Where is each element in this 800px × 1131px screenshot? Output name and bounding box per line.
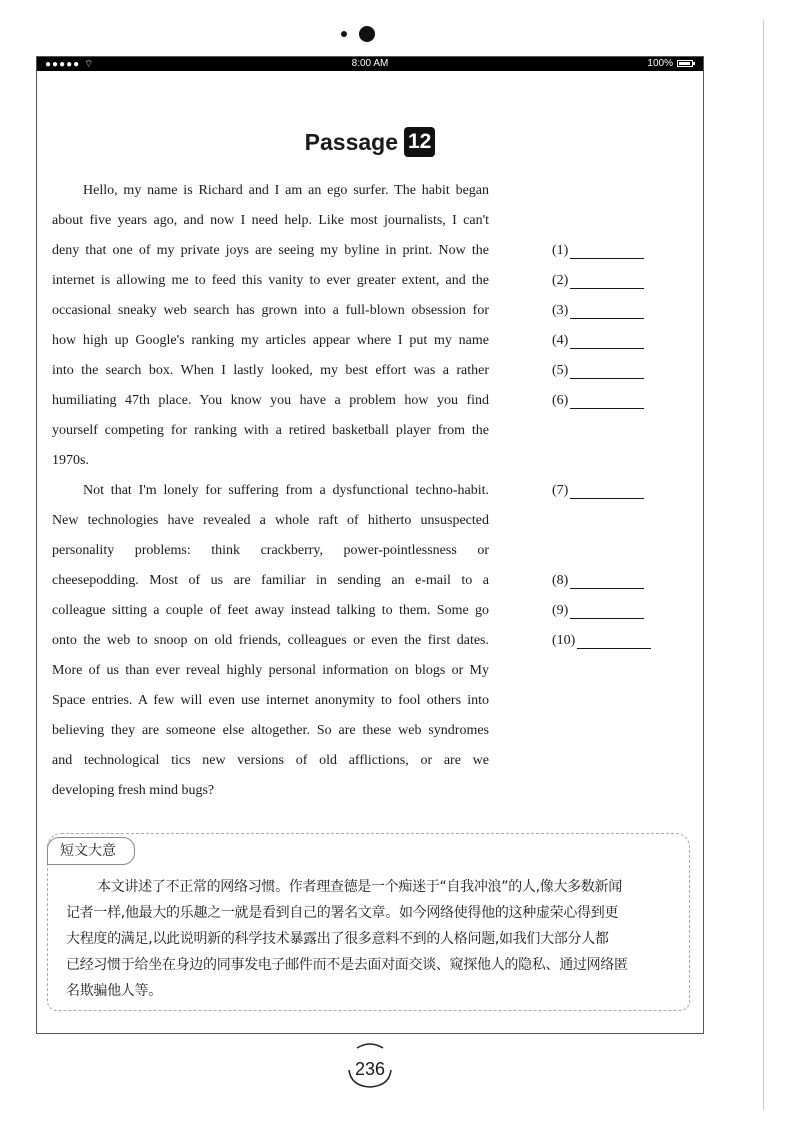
- blank-line: [577, 635, 651, 649]
- blank-line: [570, 335, 644, 349]
- blank-line: [570, 365, 644, 379]
- summary-line: 记者一样,他最大的乐趣之一就是看到自己的署名文章。如今网络使得他的这种虚荣心得到更: [66, 905, 619, 921]
- answer-blank[interactable]: [552, 392, 644, 409]
- answer-blank[interactable]: [552, 572, 644, 589]
- paragraph-line: occasional sneaky web search has grown into a full-blown obsession for: [52, 303, 489, 318]
- paragraph-line: New technologies have revealed a whole raft of hitherto unsuspected: [52, 513, 489, 528]
- battery-icon: [677, 60, 693, 67]
- blank-line: [570, 575, 644, 589]
- answer-blank[interactable]: [552, 302, 644, 319]
- summary-line: 本文讲述了不正常的网络习惯。作者理查德是一个痴迷于“自我冲浪”的人,像大多数新闻: [97, 879, 622, 895]
- blank-label: (9): [552, 603, 569, 618]
- paragraph-line: about five years ago, and now I need help. Like most journalists, I can't: [52, 213, 489, 228]
- paragraph-line: and technological tics new versions of old afflictions, or are we: [52, 753, 489, 768]
- paragraph-line: believing they are someone else altogether. So are these web syndromes: [52, 723, 489, 738]
- page-edge: [763, 20, 764, 1110]
- status-time: 8:00 AM: [351, 58, 389, 69]
- blank-label: (4): [552, 333, 569, 348]
- blank-line: [570, 605, 644, 619]
- summary-line: 名欺骗他人等。: [66, 983, 162, 999]
- blank-label: (2): [552, 273, 569, 288]
- page-number-ornament: [343, 1040, 397, 1090]
- paragraph-line: Hello, my name is Richard and I am an ego surfer. The habit began: [83, 183, 489, 198]
- blank-line: [570, 305, 644, 319]
- summary-label: 短文大意: [47, 837, 135, 865]
- paragraph-line: More of us than ever reveal highly personal information on blogs or My: [52, 663, 489, 678]
- paragraph-line: colleague sitting a couple of feet away instead talking to them. Some go: [52, 603, 489, 618]
- camera: [341, 24, 375, 44]
- blank-label: (7): [552, 483, 569, 498]
- answer-blank[interactable]: [552, 362, 644, 379]
- paragraph-line: 1970s.: [52, 453, 89, 468]
- answer-blank[interactable]: [552, 632, 651, 649]
- paragraph-line: developing fresh mind bugs?: [52, 783, 215, 798]
- camera-lens: [359, 26, 375, 42]
- paragraph-line: internet is allowing me to feed this vanity to ever greater extent, and the: [52, 273, 489, 288]
- sensor-dot: [341, 31, 347, 37]
- paragraph-line: how high up Google's ranking my articles appear where I put my name: [52, 333, 489, 348]
- battery-percent: 100%: [647, 58, 673, 69]
- paragraph-line: cheesepodding. Most of us are familiar in sending an e-mail to a: [52, 573, 489, 588]
- passage-title-word: Passage: [304, 128, 398, 155]
- paragraph-line: Not that I'm lonely for suffering from a dysfunctional techno-habit.: [83, 483, 489, 498]
- paragraph-line: yourself competing for ranking with a retired basketball player from the: [52, 423, 489, 438]
- blank-line: [570, 245, 644, 259]
- battery-status: [647, 58, 693, 69]
- paragraph-line: deny that one of my private joys are seeing my byline in print. Now the: [52, 243, 489, 258]
- blank-line: [570, 275, 644, 289]
- blank-label: (1): [552, 243, 569, 258]
- answer-blank[interactable]: [552, 272, 644, 289]
- paragraph-line: Space entries. A few will even use internet anonymity to fool others into: [52, 693, 489, 708]
- answer-blank[interactable]: [552, 482, 644, 499]
- passage-title: [37, 127, 703, 157]
- blank-label: (5): [552, 363, 569, 378]
- page-number: [343, 1040, 397, 1090]
- blank-label: (10): [552, 633, 576, 648]
- tablet-screen: [36, 56, 704, 1034]
- summary-line: 大程度的满足,以此说明新的科学技术暴露出了很多意料不到的人格问题,如我们大部分人都: [66, 931, 609, 947]
- paragraph-line: into the search box. When I lastly looked, my best effort was a rather: [52, 363, 489, 378]
- answer-blank[interactable]: [552, 602, 644, 619]
- summary-line: 已经习惯于给坐在身边的同事发电子邮件而不是去面对面交谈、窥探他人的隐私、通过网络匿: [66, 957, 628, 973]
- blank-line: [570, 485, 644, 499]
- paragraph-line: humiliating 47th place. You know you have a problem how you find: [52, 393, 489, 408]
- blank-label: (6): [552, 393, 569, 408]
- status-bar: [37, 57, 703, 71]
- answer-blank[interactable]: [552, 242, 644, 259]
- paragraph-line: onto the web to snoop on old friends, colleagues or even the first dates.: [52, 633, 489, 648]
- page-number-text: 236: [354, 1059, 386, 1079]
- answer-blank[interactable]: [552, 332, 644, 349]
- signal-indicator: ●●●●● ⌔: [45, 59, 95, 70]
- blank-label: (8): [552, 573, 569, 588]
- blank-label: (3): [552, 303, 569, 318]
- blank-line: [570, 395, 644, 409]
- passage-number-badge: 12: [404, 127, 435, 157]
- paragraph-line: personality problems: think crackberry, power-pointlessness or: [52, 543, 489, 558]
